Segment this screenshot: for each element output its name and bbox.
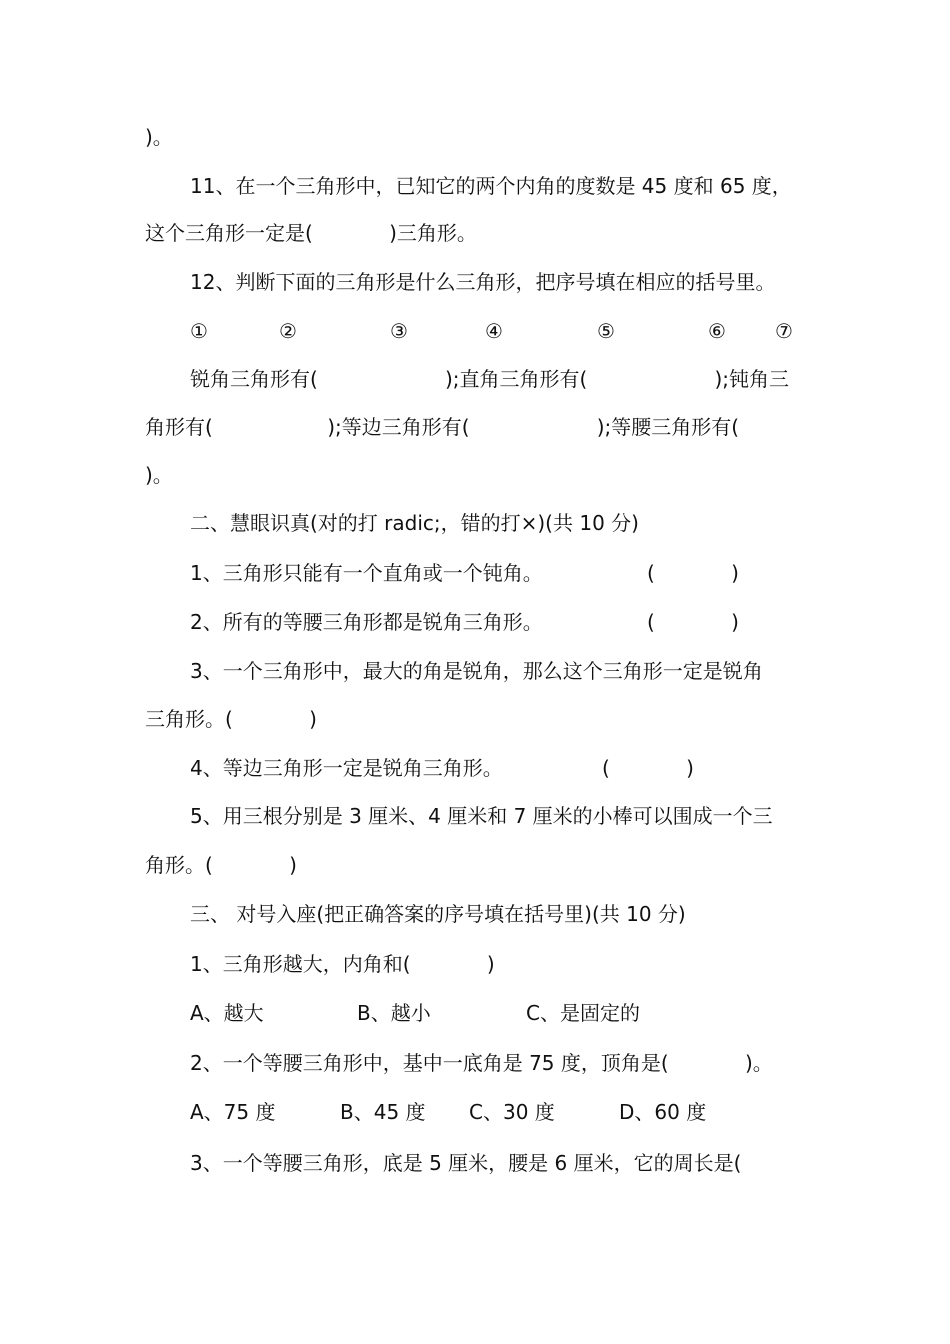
- tf-question-3: 3、一个三角形中，最大的角是锐角，那么这个三角形一定是锐角: [190, 659, 763, 683]
- tf-question-2: 2、所有的等腰三角形都是锐角三角形。: [190, 610, 543, 634]
- triangle-number-1: ①: [190, 319, 208, 343]
- triangle-number-4: ④: [485, 319, 503, 343]
- option-c: C、30 度: [469, 1100, 555, 1124]
- mc-question-2: 2、一个等腰三角形中，基中一底角是 75 度，顶角是( )。: [190, 1051, 773, 1075]
- text-line: 锐角三角形有( );直角三角形有( );钝角三: [190, 367, 789, 391]
- text-line: 角形有( );等边三角形有( );等腰三角形有(: [145, 415, 740, 439]
- text-line: 这个三角形一定是( )三角形。: [145, 221, 477, 245]
- text-line: )。: [145, 125, 173, 149]
- option-b: B、越小: [357, 1001, 431, 1025]
- triangle-number-6: ⑥: [708, 319, 726, 343]
- option-b: B、45 度: [340, 1100, 426, 1124]
- section-heading-3: 三、 对号入座(把正确答案的序号填在括号里)(共 10 分): [190, 902, 686, 926]
- section-heading-2: 二、慧眼识真(对的打 radic;，错的打×)(共 10 分): [190, 511, 639, 535]
- triangle-number-7: ⑦: [775, 319, 793, 343]
- answer-blank: ( ): [647, 610, 739, 634]
- option-a: A、越大: [190, 1001, 264, 1025]
- triangle-number-3: ③: [390, 319, 408, 343]
- tf-question-4: 4、等边三角形一定是锐角三角形。: [190, 756, 503, 780]
- text-line: 角形。( ): [145, 853, 297, 877]
- answer-blank: ( ): [647, 561, 739, 585]
- option-c: C、是固定的: [526, 1001, 640, 1025]
- mc-question-1: 1、三角形越大，内角和( ): [190, 952, 495, 976]
- triangle-number-5: ⑤: [597, 319, 615, 343]
- option-a: A、75 度: [190, 1100, 276, 1124]
- text-line: 三角形。( ): [145, 707, 317, 731]
- option-d: D、60 度: [619, 1100, 707, 1124]
- question-11: 11、在一个三角形中，已知它的两个内角的度数是 45 度和 65 度，: [190, 174, 792, 198]
- tf-question-1: 1、三角形只能有一个直角或一个钝角。: [190, 561, 543, 585]
- triangle-number-2: ②: [279, 319, 297, 343]
- text-line: )。: [145, 463, 173, 487]
- answer-blank: ( ): [602, 756, 694, 780]
- tf-question-5: 5、用三根分别是 3 厘米、4 厘米和 7 厘米的小棒可以围成一个三: [190, 804, 773, 828]
- mc-question-3: 3、一个等腰三角形，底是 5 厘米，腰是 6 厘米，它的周长是(: [190, 1151, 742, 1175]
- question-12: 12、判断下面的三角形是什么三角形，把序号填在相应的括号里。: [190, 270, 776, 294]
